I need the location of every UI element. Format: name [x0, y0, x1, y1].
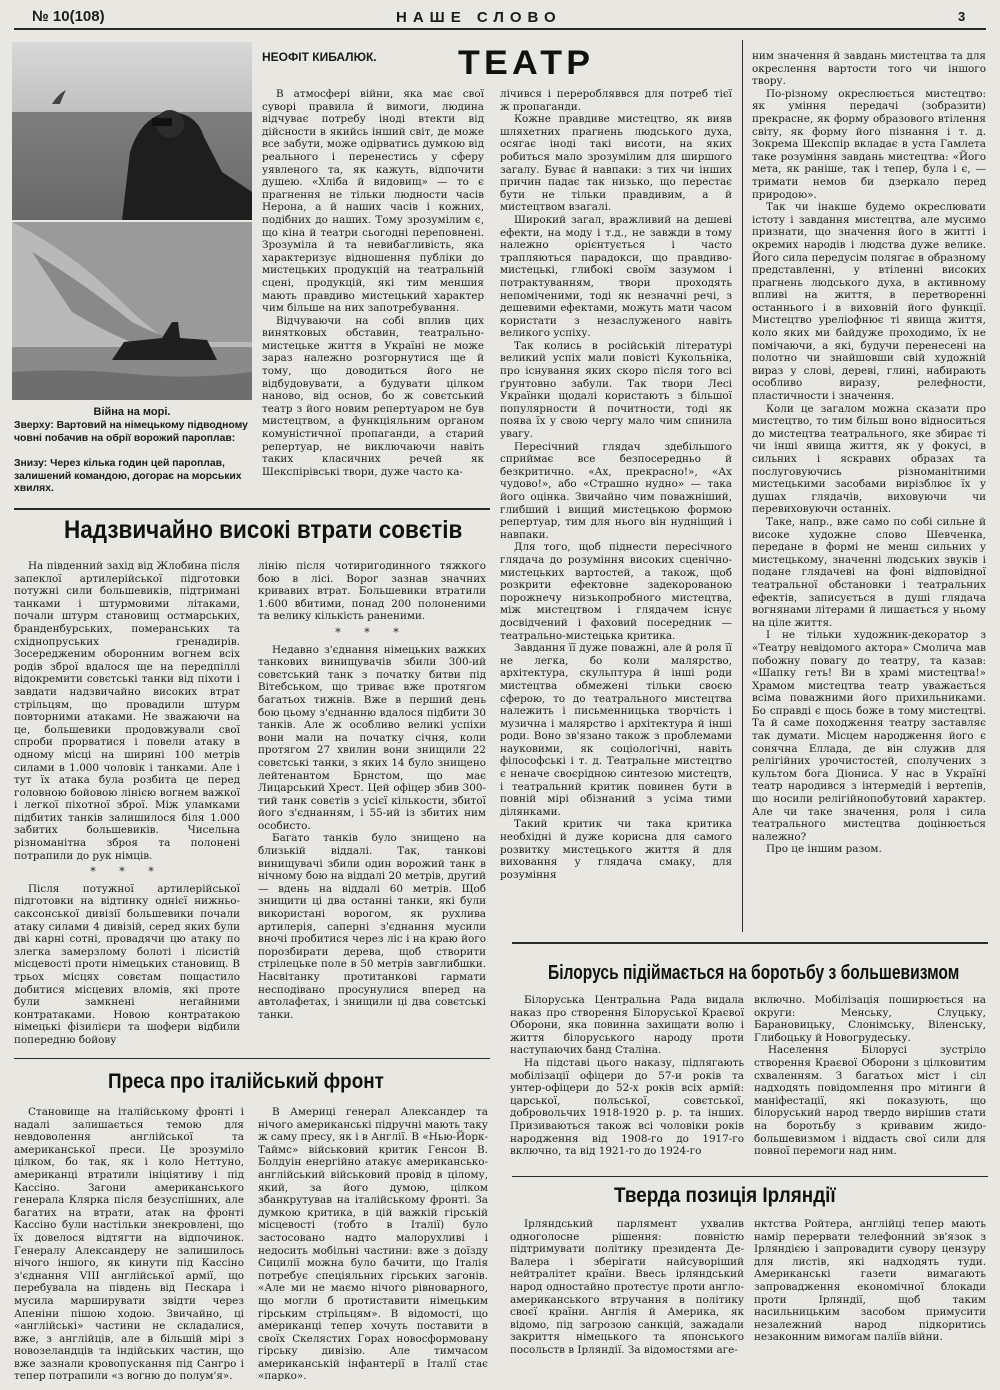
paragraph: Пересічний глядач здебільшого сприймає все безпосередньо й безкритично. «Ах, прекрасно!», «Ах чудово!», або «Страшно нудно» — така його оцінка. Звичайно чим поважніший, глибший і вищий мистецькою формою репертуар, тим для нього він нудніщий і навпаки. [500, 440, 732, 541]
paragraph: Коли це загалом можна сказати про мистецтво, то тим більш воно відноситься до мистецтва театрального, яке збирає ті чи інші явища життя, як у фокусі, в сильних і яскравих образах та послуговуючись різноманітними мистецькими засобами вирізблює їх у душах глядачів, виховуючи чи перевиховуючи останніх. [752, 402, 986, 516]
column-rule [742, 40, 743, 932]
section-separator: * * * [335, 625, 409, 639]
ireland-headline: Тверда позиція Ірляндії [614, 1184, 836, 1207]
paragraph: На південний захід від Жлобина після запеклої артилерійської підготовки потужні сили большевиків, підтримані танками і штурмовими літаками, почали штурм становищ остмарських, бранденбурських, померанських та східнопруських гренадирів. Зосередженим оборонним вогнем всіх родів зброї вдалося ще на передпіллі відокремити совєтські танки від піхоти і завдати надзвичайно високих втрат стрільцям, що провадили штурм повторними атаками. Не зважаючи на це, большевики продовжували свої спроби прорватися і повели атаку в одному місці на ширині 100 метрів силами в 1.000 чоловік і танками. Але і тут їх атака була розбита це перед головною бойовою лінією вогнем важкої і легкої піхотної зброї. Між уламками підбитих танків залишилося біля 1.000 забитих большевиків. Чисельна різноманітна зброя та полонені потрапили до рук німців. [14, 560, 240, 862]
paragraph: В Америці генерал Александер та нічого американські підручні мають таку ж саму пресу, як і в Англії. В «Нью-Йорк-Таймс» військовий критик Генсон В. Болдуін енергійно атакує американсько-англійський військовий провід в цілому, який, за його думою, цілком збанкрутував на італійському фронті. За думкою критика, в цій важкій гірській місцевості (тобто в Італії) було застосовано надто малорухливі і недосить мобільні частини: вже з доїзду Сицилії можна було бачити, що Італія потребує спеціяльних гірських загонів. «Але ми не маємо нічого рівноварного, що могли б протиставити німецьким гірським стрільцям». В відомості, що американці тепер хочуть поставити в своїх Скелястих Горах новосформовану гірську дивізію. Але тимчасом американській інфантерії в Італії стає «парко». [258, 1106, 488, 1383]
italy-column-2 [258, 1106, 488, 1383]
section-rule [14, 1058, 490, 1059]
losses-column-1 [14, 560, 240, 1056]
paragraph: В атмосфері війни, яка має свої суворі правила й вимоги, людина відчуває потребу іноді втекти від дійсности в якийсь інший світ, де може все забути, може одірватись думкою від реального і перенестись у сферу уявленого та, як кажуть, відпочити душею. «Хліба й видовищ» — то є прагнення не тільки людности часів Нерона, а й наших часів і кожних, подібних до наших. Тому зрозумілим є, що кіна й театри сьогодні переповнені. Зрозуміла й та невибагливість, яка характеризує відношення публіки до мистецьких продукцій на театральній сцені, продукцій, які тим меншия мають правдиво мистецький характер чим більше на них запотребування. [262, 88, 484, 315]
theatre-author: НЕОФІТ КИБАЛЮК. [262, 50, 377, 64]
paragraph: Так колись в російській літературі великий успіх мали повісті Кукольніка, про існування яких скоро після того всі ґрунтовно забули. Так твори Лесі Українки щодалі користають з більшої популярности й почитности, тоді як поява їх у свою чергу мало чим спинила увагу. [500, 339, 732, 441]
italy-headline: Преса про італійський фронт [108, 1070, 384, 1093]
section-rule [14, 508, 490, 510]
paper-title: НАШЕ СЛОВО [396, 9, 562, 26]
ireland-column-1 [510, 1218, 744, 1376]
belarus-headline: Білорусь підіймається на боротьбу з большевизмом [548, 962, 960, 984]
paragraph: Багато танків було знищено на близькій віддалі. Так, танкові винищувачі збили один ворожий танк в нічному бою на віддалі 20 метрів, другий — вдень на віддалі 60 метрів. Щоб знищити ці два останні танки, які були використані ворогом, як рухлива артилерія, саперні з'єднання мусили вночі пробитися через ліс і на краю його порозбирати дерева, щоб створити стрілецьке поле в 50 метрів завглибшки. Насвітанку протитанкові гармати несподівано просунулися вперед на автолафетах, і знищили ці два совєтські танки. [258, 832, 486, 1021]
section-rule [512, 1176, 988, 1177]
page-number: 3 [958, 9, 966, 24]
theatre-column-2 [500, 88, 732, 936]
belarus-column-1 [510, 994, 744, 1170]
section-separator: * * * [90, 865, 164, 879]
paragraph: Після потужної артилерійської підготовки на відтинку однієї нижньо-саксонської дивізії большевики почали атаку силами 4 дивізій, серед яких були дві карні сотні, провадячи цю атаку по злегка замерзлому болоті і лісистій місцевості проти німецьких становищ. В трьох місцях совєтам пощастило добитися місцевих вломів, які проте були замкнені негайними контратаками. Новою контратакою німецькі фізилієри та шофери відбили попередню бойову [14, 882, 240, 1046]
photo-caption-bottom: Знизу: Через кілька годин цей пароплав, залишений командою, догорає на морських хвилях. [14, 458, 242, 495]
masthead-rule [14, 28, 986, 30]
paragraph: включно. Мобілізація поширюється на округи: Менську, Слуцьку, Барановицьку, Слонімську, Віленську, Глибоцьку й Новогрудеську. [754, 994, 986, 1044]
paragraph: Завдання її дуже поважні, але й роля її не легка, бо коли малярство, архітектура, скульптура й інші роди мистецтва обмежені тільки своєю сферою, то до театрального мистецтва належить і письменницька творчість і музична і малярство і архітектура й інші роди. Воно зв'язано також з проблемами науковими, як соціологічні, навіть філософські і т. д. Театральне мистецтво є неначе своєрідною синтезою мистецтв, і театральний критик повинен бути в повній мірі обізнаний з усіма тими ділянками. [500, 642, 732, 818]
paragraph: лічився і переробляввся для потреб тієї ж пропаганди. [500, 88, 732, 113]
paragraph: Ірляндський парлямент ухвалив одноголосне рішення: повністю підтримувати політику президента Де-Валера і зберігати найсуворіший нейтралітет країни. Ввесь ірляндський народ одностайно протестує проти англо-американського втручання в політику своєї країни. Англія й Америка, як відомо, під загрозою санкцій, зажадали закриття німецького та японського посольств в Ірляндії. За відомостями аге- [510, 1218, 744, 1356]
paragraph: Широкий загал, вражливий на дешеві ефекти, на моду і т.д., не завжди в тому належно орієнтується і часто трапляються парадокси, що правдиво-мистецькі, глибокі своїм зазумом і потрактуванням, твори проходять непоміченими, тоді як незначні речі, з дешевими ефектами, можуть мати часом користати з незаслуженого навіть великого успіху. [500, 213, 732, 340]
section-rule [512, 942, 988, 944]
theatre-column-3 [752, 50, 986, 940]
burning-ship-image [12, 222, 252, 400]
paragraph: Для того, щоб піднести пересічного глядача до розуміння високих сценічно-мистецьких вартостей, а також, щоб розкрити ефектовне задекорованою порожнечу низькопробного мистецтва, між мистецтвом і глядачем існує досвідчений і фаховий посередник — театрально-мистецька критика. [500, 541, 732, 642]
paragraph: Таке, напр., вже само по собі сильне й високе художне слово Шевченка, передане в формі не менш сильних у мистецькому, значенні людських звуків і подане глядачеві на фоні відповідної театральної обстановки і театральних ефектів, записується в душі глядача вогнянами літерами й лишається у ньому на ціле життя. [752, 515, 986, 629]
belarus-column-2 [754, 994, 986, 1170]
paragraph: Такий критик чи така критика необхідні й дуже корисна для самого розвитку мистецького життя й для виховання у глядача смаку, для розуміння [500, 818, 732, 881]
paragraph: лінію після чотиригодинного тяжкого бою в лісі. Ворог зазнав значних кривавих втрат. Большевики втратили 1.600 вбитими, понад 200 полоненими та велику кількість раненими. [258, 560, 486, 623]
submarine-photo [12, 42, 252, 220]
paragraph: Так чи інакше будемо окреслювати істоту і завдання мистецтва, але мусимо признати, що значення його в житті і окремих народів і людства дуже велике. Його сила передусім полягає в образному представленні, у втіленні високих прагнень людського духа, в активному впливі на життя, в перетворенні останнього і в виховній його функції. Мистецтво уреліофнює ті явища життя, коло яких ми байдуже проходимо, їх не помічаючи, а які, будучи перенесені на полотно чи знайшовши свій художній вираз у слові, деревi, глині, набирають особливо виразу, релефности, пластичности і значення. [752, 201, 986, 403]
paragraph: І не тільки художник-декоратор з «Театру невідомого актора» Смолича мав побожну повагу до театру, та казав: «Шапку геть! Ви в храмі мистецтва!» Храмом мистецтва театр уважається всіма поважними його прихильниками. Бо справді є щось боже в тому мистецтві. Та й саме походження театру заставляє так думати. Місцем народження його є сонячна Еллада, де він служив для релігійних урочистостей, сполучених з культом бога Діониса. У нас в Україні театр народився з інтермедій і вертепів, що носили релігійнопобутовий характер. Але чи таке значення, роля і сила театрального мистецтва доцінюється належно? [752, 629, 986, 843]
issue-number: № 10(108) [32, 8, 105, 25]
ireland-column-2 [754, 1218, 986, 1376]
paragraph: Білоруська Центральна Рада видала наказ про створення Білоруської Краєвої Оборони, яка повинна захищати волю і життя білоруського народу проти наступаючих банд Сталіна. [510, 994, 744, 1057]
italy-column-1 [14, 1106, 244, 1383]
photo-caption-top: Зверху: Вартовий на німецькому підводному човні побачив на обрії ворожий пароплав: [14, 420, 248, 444]
photo-caption-title: Війна на морі. [93, 406, 171, 418]
paragraph: Населення Білорусі зустріло створення Краєвої Оборони з цілковитим схваленням. З багатьох міст і сіл надходять повідомлення про мітинги й маніфестації, які показують, що білоруський народ твердо вирішив стати на боротьбу з кривавим жидо-большевизмом і віддасть свої сили для повної перемоги над ним. [754, 1044, 986, 1158]
burning-ship-photo [12, 222, 252, 400]
losses-column-2 [258, 560, 486, 1056]
paragraph: Відчуваючи на собі вплив цих винятковых обставин, театрально-мистецьке життя в Україні не може зараз належно розгорнутися ще й тому, що доводиться його не відбудовувати, а будувати цілком наново, від основ, бо ж совєтський театр з його новим репертуаром не був мистецтвом, а функціяльним органом комуністичної пропаганди, а старий репертуар, не виключаючи навіть таких класичних речей як Шекспірівські твори, дуже часто ка- [262, 314, 484, 478]
paragraph: На підставі цього наказу, підлягають мобілізації офіцери до 57-и років та унтер-офіцери до 52-х років всіх армій: царської, польської, совєтської, добровольчих 1918-1920 р. р. та інших. Призиваються також всі чоловіки років народження від 1908-го до 1917-го включно, та від 1921-го до 1924-го [510, 1056, 744, 1158]
paragraph: нктства Ройтера, англійці тепер мають намір перервати телефонний зв'язок з Ірляндією і запровадити сувору цензуру для листів, які надходять туди. Американські газети вимагають запровадження економічної блокади проти Ірляндії, щоб таким насильницьким засобом примусити незалежний народ підкоритись незаконним вимогам паліїв війни. [754, 1218, 986, 1344]
theatre-column-1 [262, 88, 484, 506]
theatre-headline: ТЕАТР [458, 44, 595, 82]
paragraph: По-різному окреслюється мистецтво: як уміння передачі (зобразити) прекрасне, як форму образового втілення світу, як форму його пізнання і т. д. Зокрема Шекспір вкладає в уста Гамлета таке розуміння завдань мистецтва: «Його мета, як раніше, так і тепер, була і є, — тримати немов би дзеркало перед природою». [752, 87, 986, 201]
submarine-lookout-image [12, 42, 252, 220]
losses-headline: Надзвичайно високі втрати совєтів [64, 516, 463, 544]
paragraph: Кожне правдиве мистецтво, як вияв шляхетних прагнень людського духа, осягає іноді такі висоти, на яких робиться мало зрозумілим для ширшого загалу. Буває й навпаки: з тих чи інших причин падає так низько, що перестає бути не тільки правдивим, а й мистецтвом взагалі. [500, 113, 732, 214]
paragraph: Про це іншим разом. [766, 843, 882, 856]
paragraph: ним значення й завдань мистецтва та для окреслення вартости того чи іншого твору. [752, 50, 986, 88]
paragraph: Становище на італійському фронті і надалі залишається темою для невдоволення англійської та американської преси. Це зрозуміло цілком, бо так, як і коло Неттуно, американці втратили ініціятиву і під Кассіно. Загони американського генерала Клярка після безуспішних, але багатих на втрати, атак на фронті Кассіно були настільки знекровлені, що їх довелося відтягти на відпочинок. Генералу Александеру не залишилось нічого іншого, як кинути під Кассіно з'єднання VIII англійської армії, що перебувала на південь від Пескара і мусила марширувати звідти через Апеніни пішою ходою. Звичайно, ці «англійські» частини не складалися, вже, з англійців, але в більшій мірі з новозеландців та індійських частин, що вже зазнали кровопускання під Сангро і тепер потрапили «з вогню до полум'я». [14, 1106, 244, 1383]
paragraph: Недавно з'єднання німецьких важких танкових винищувачів збили 300-ий совєтський танк з початку битви під Вітебськом, що триває вже протягом багатьох тижнів. Вже в перший день бою цьому з'єднанню вдалося підбити 30 танків. Але ж особливо великі успіхи вони мали на початку січня, коли протягом 27 хвилин вони знищили 22 совєтські танки, з яких 14 було знищено лейтенантом Брнстом, що має Лицарський Хрест. Цей офіцер збив 300-тий танк совєтів з усієї кількости, збитої його з'єднанням, і 55-ий із збитих ним особисто. [258, 643, 486, 832]
